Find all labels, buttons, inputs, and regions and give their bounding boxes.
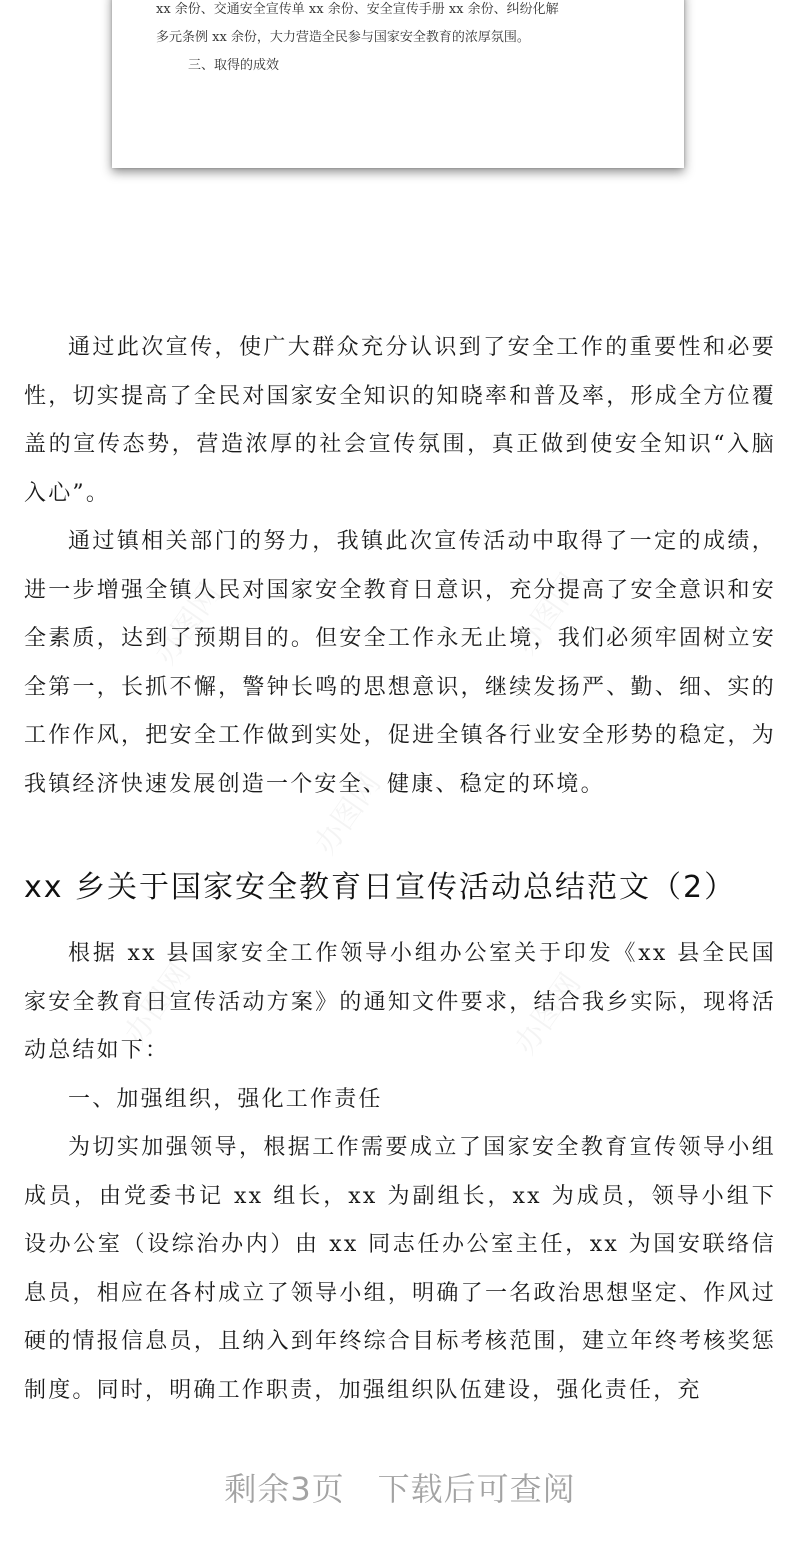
- paragraph-text: 根据 xx 县国家安全工作领导小组办公室关于印发《xx 县全民国家安全教育日宣传活动方案》的通知文件要求，结合我乡实际，现将活动总结如下：: [24, 941, 776, 1063]
- download-to-view-notice[interactable]: 剩余3页 下载后可查阅: [224, 1470, 576, 1508]
- paragraph: [24, 324, 776, 518]
- document-preview-card: [112, 0, 684, 168]
- paragraph-text: 通过镇相关部门的努力，我镇此次宣传活动中取得了一定的成绩，进一步增强全镇人民对国家安全教育日意识，充分提高了安全意识和安全素质，达到了预期目的。但安全工作永无止境，我们必须牢固树立安全第一，长抓不懈，警钟长鸣的思想意识，继续发扬严、勤、细、实的工作作风，把安全工作做到实处，促进全镇各行业安全形势的稳定，为我镇经济快速发展创造一个安全、健康、稳定的环境。: [24, 529, 776, 797]
- preview-line: 多元条例 xx 余份，大力营造全民参与国家安全教育的浓厚氛围。: [156, 30, 530, 45]
- paragraph-text: 为切实加强领导，根据工作需要成立了国家安全教育宣传领导小组成员，由党委书记 xx 组长，xx 为副组长，xx 为成员，领导小组下设办公室（设综治办内）由 xx 同志任办公室主任，xx 为国安联络信息员，相应在各村成立了领导小组，明确了一名政治思想坚定、作风过硬的情报信息员，且纳入到年终综合目标考核范围，建立年终考核奖惩制度。同时，明确工作职责，加强组织队伍建设，强化责任，充: [24, 1135, 776, 1403]
- preview-subheading: 三、取得的成效: [188, 58, 280, 73]
- preview-text: [156, 0, 654, 80]
- section-title: xx 乡关于国家安全教育日宣传活动总结范文（2）: [24, 870, 737, 905]
- section-body: [24, 930, 776, 1415]
- paragraph-text: 通过此次宣传，使广大群众充分认识到了安全工作的重要性和必要性，切实提高了全民对国家安全知识的知晓率和普及率，形成全方位覆盖的宣传态势，营造浓厚的社会宣传氛围，真正做到使安全知识“入脑入心”。: [24, 335, 776, 506]
- preview-line: xx 余份、交通安全宣传单 xx 余份、安全宣传手册 xx 余份、纠纷化解: [156, 2, 559, 17]
- subheading: 一、加强组织，强化工作责任: [68, 1086, 383, 1112]
- paragraph: [24, 518, 776, 809]
